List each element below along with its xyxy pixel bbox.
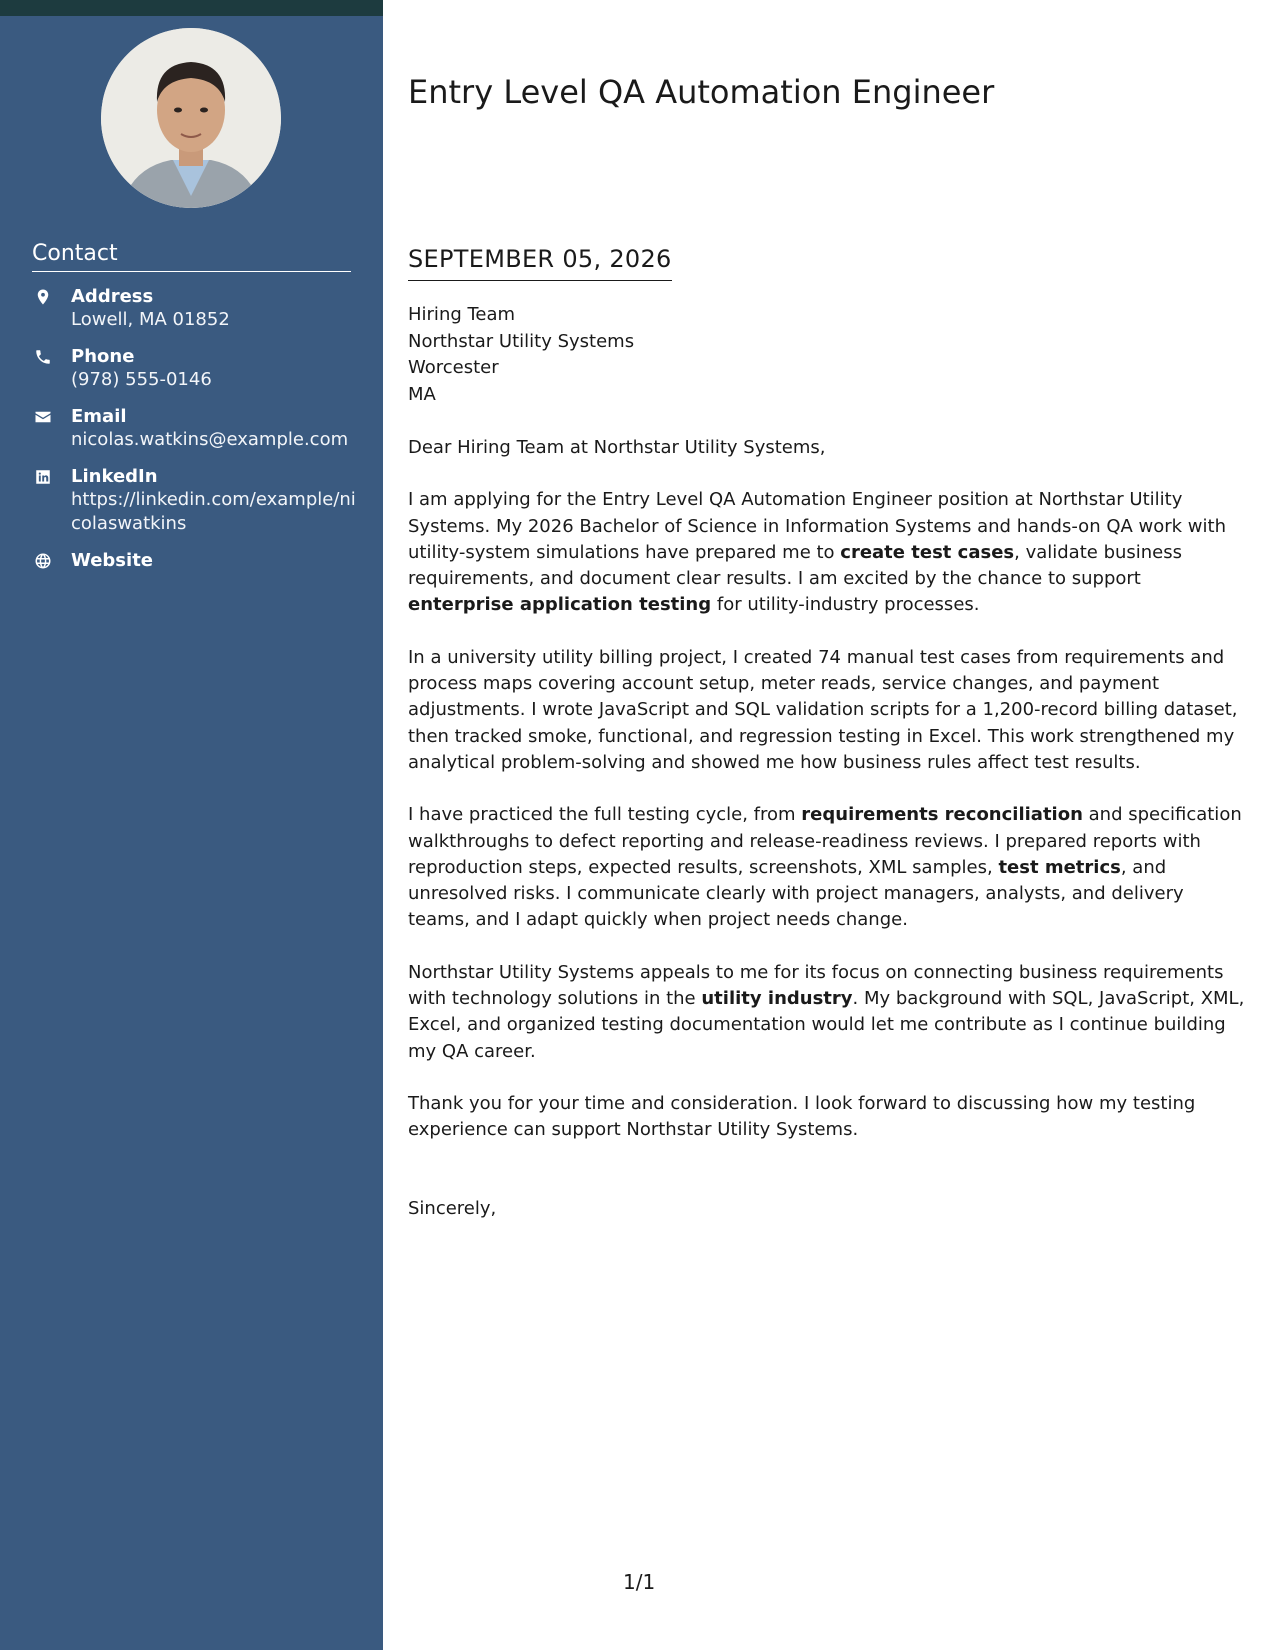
linkedin-link[interactable]: https://linkedin.com/example/nicolaswatkins [71,489,356,534]
paragraph-text: Northstar Utility Systems appeals to me for its focus on connecting business requirements with technology solutions in the [408,961,1224,1010]
contact-label: Email [71,406,127,427]
contact-item-website [32,550,362,572]
recipient-line: Northstar Utility Systems [408,330,635,352]
sidebar-top-bar [0,0,383,16]
emphasis-text: utility industry [701,988,853,1010]
salutation: Dear Hiring Team at Northstar Utility Systems, [408,437,826,458]
website-link[interactable]: Website [71,550,154,571]
paragraph-text: . My background with SQL, JavaScript, XML, Excel, and organized testing documentation would let me contribute as I continue building my QA career. [408,988,1245,1062]
paragraph [408,802,1250,933]
contact-label: Address [71,286,154,307]
avatar-photo [101,28,281,208]
paragraph [408,645,1250,776]
emphasis-text: requirements reconciliation [801,804,1083,826]
date-block [408,244,672,281]
contact-item-email [32,406,362,452]
letter-date: SEPTEMBER 05, 2026 [408,244,672,281]
emphasis-text: test metrics [998,856,1121,878]
paragraph-text: and specification walkthroughs to defect reporting and release-readiness reviews. I prepared reports with reproduction steps, expected results, screenshots, XML samples, [408,804,1242,878]
paragraph [408,1091,1250,1144]
closing: Sincerely, [408,1197,497,1219]
recipient-line: MA [408,383,436,405]
letter-body [408,0,1250,1650]
paragraph-text: , validate business requirements, and document clear results. I am excited by the chance to support [408,541,1183,590]
linkedin-icon [34,468,52,486]
paragraph-text: for utility-industry processes. [711,594,980,616]
paragraph-text: In a university utility billing project, I created 74 manual test cases from requirements and process maps covering account setup, meter reads, service changes, and payment adjustments. I wrote JavaScript and SQL validation scripts for a 1,200-record billing dataset, then tracked smoke, functional, and regression testing in Excel. This work strengthened my analytical problem-solving and showed me how business rules affect test results. [408,646,1238,773]
emphasis-text: create test cases [840,541,1015,563]
job-title: Entry Level QA Automation Engineer [408,73,995,111]
sidebar [0,0,383,1650]
contact-item-phone [32,346,362,392]
paragraph [408,487,1250,618]
paragraph-text: I have practiced the full testing cycle, from [408,804,802,826]
contact-item-address [32,286,362,332]
contact-label: Phone [71,346,135,367]
contact-list [32,286,362,586]
recipient-line: Hiring Team [408,304,516,325]
recipient-line: Worcester [408,357,499,378]
avatar [101,28,281,208]
contact-item-linkedin [32,466,362,536]
contact-value: (978) 555-0146 [71,369,212,390]
recipient-address [408,302,1250,408]
paragraph-text: I am applying for the Entry Level QA Automation Engineer position at Northstar Utility Systems. My 2026 Bachelor of Science in Information Systems and hands-on QA work with utility-system simulations have prepared me to [408,489,1226,563]
contact-value: Lowell, MA 01852 [71,309,230,330]
email-link[interactable]: nicolas.watkins@example.com [71,429,349,450]
envelope-icon [34,408,52,426]
contact-heading: Contact [32,240,351,272]
letter-text [408,302,1250,1222]
paragraph-text: , and unresolved risks. I communicate clearly with project managers, analysts, and delivery teams, and I adapt quickly when project needs change. [408,856,1184,931]
paragraph-text: Thank you for your time and consideration. I look forward to discussing how my testing experience can support Northstar Utility Systems. [408,1092,1196,1141]
emphasis-text: enterprise application testing [408,594,712,616]
contact-label: LinkedIn [71,466,158,487]
map-pin-icon [34,288,52,306]
page-number: 1/1 [623,1570,656,1594]
paragraph [408,960,1250,1065]
phone-icon [34,348,52,366]
globe-icon [34,552,52,570]
